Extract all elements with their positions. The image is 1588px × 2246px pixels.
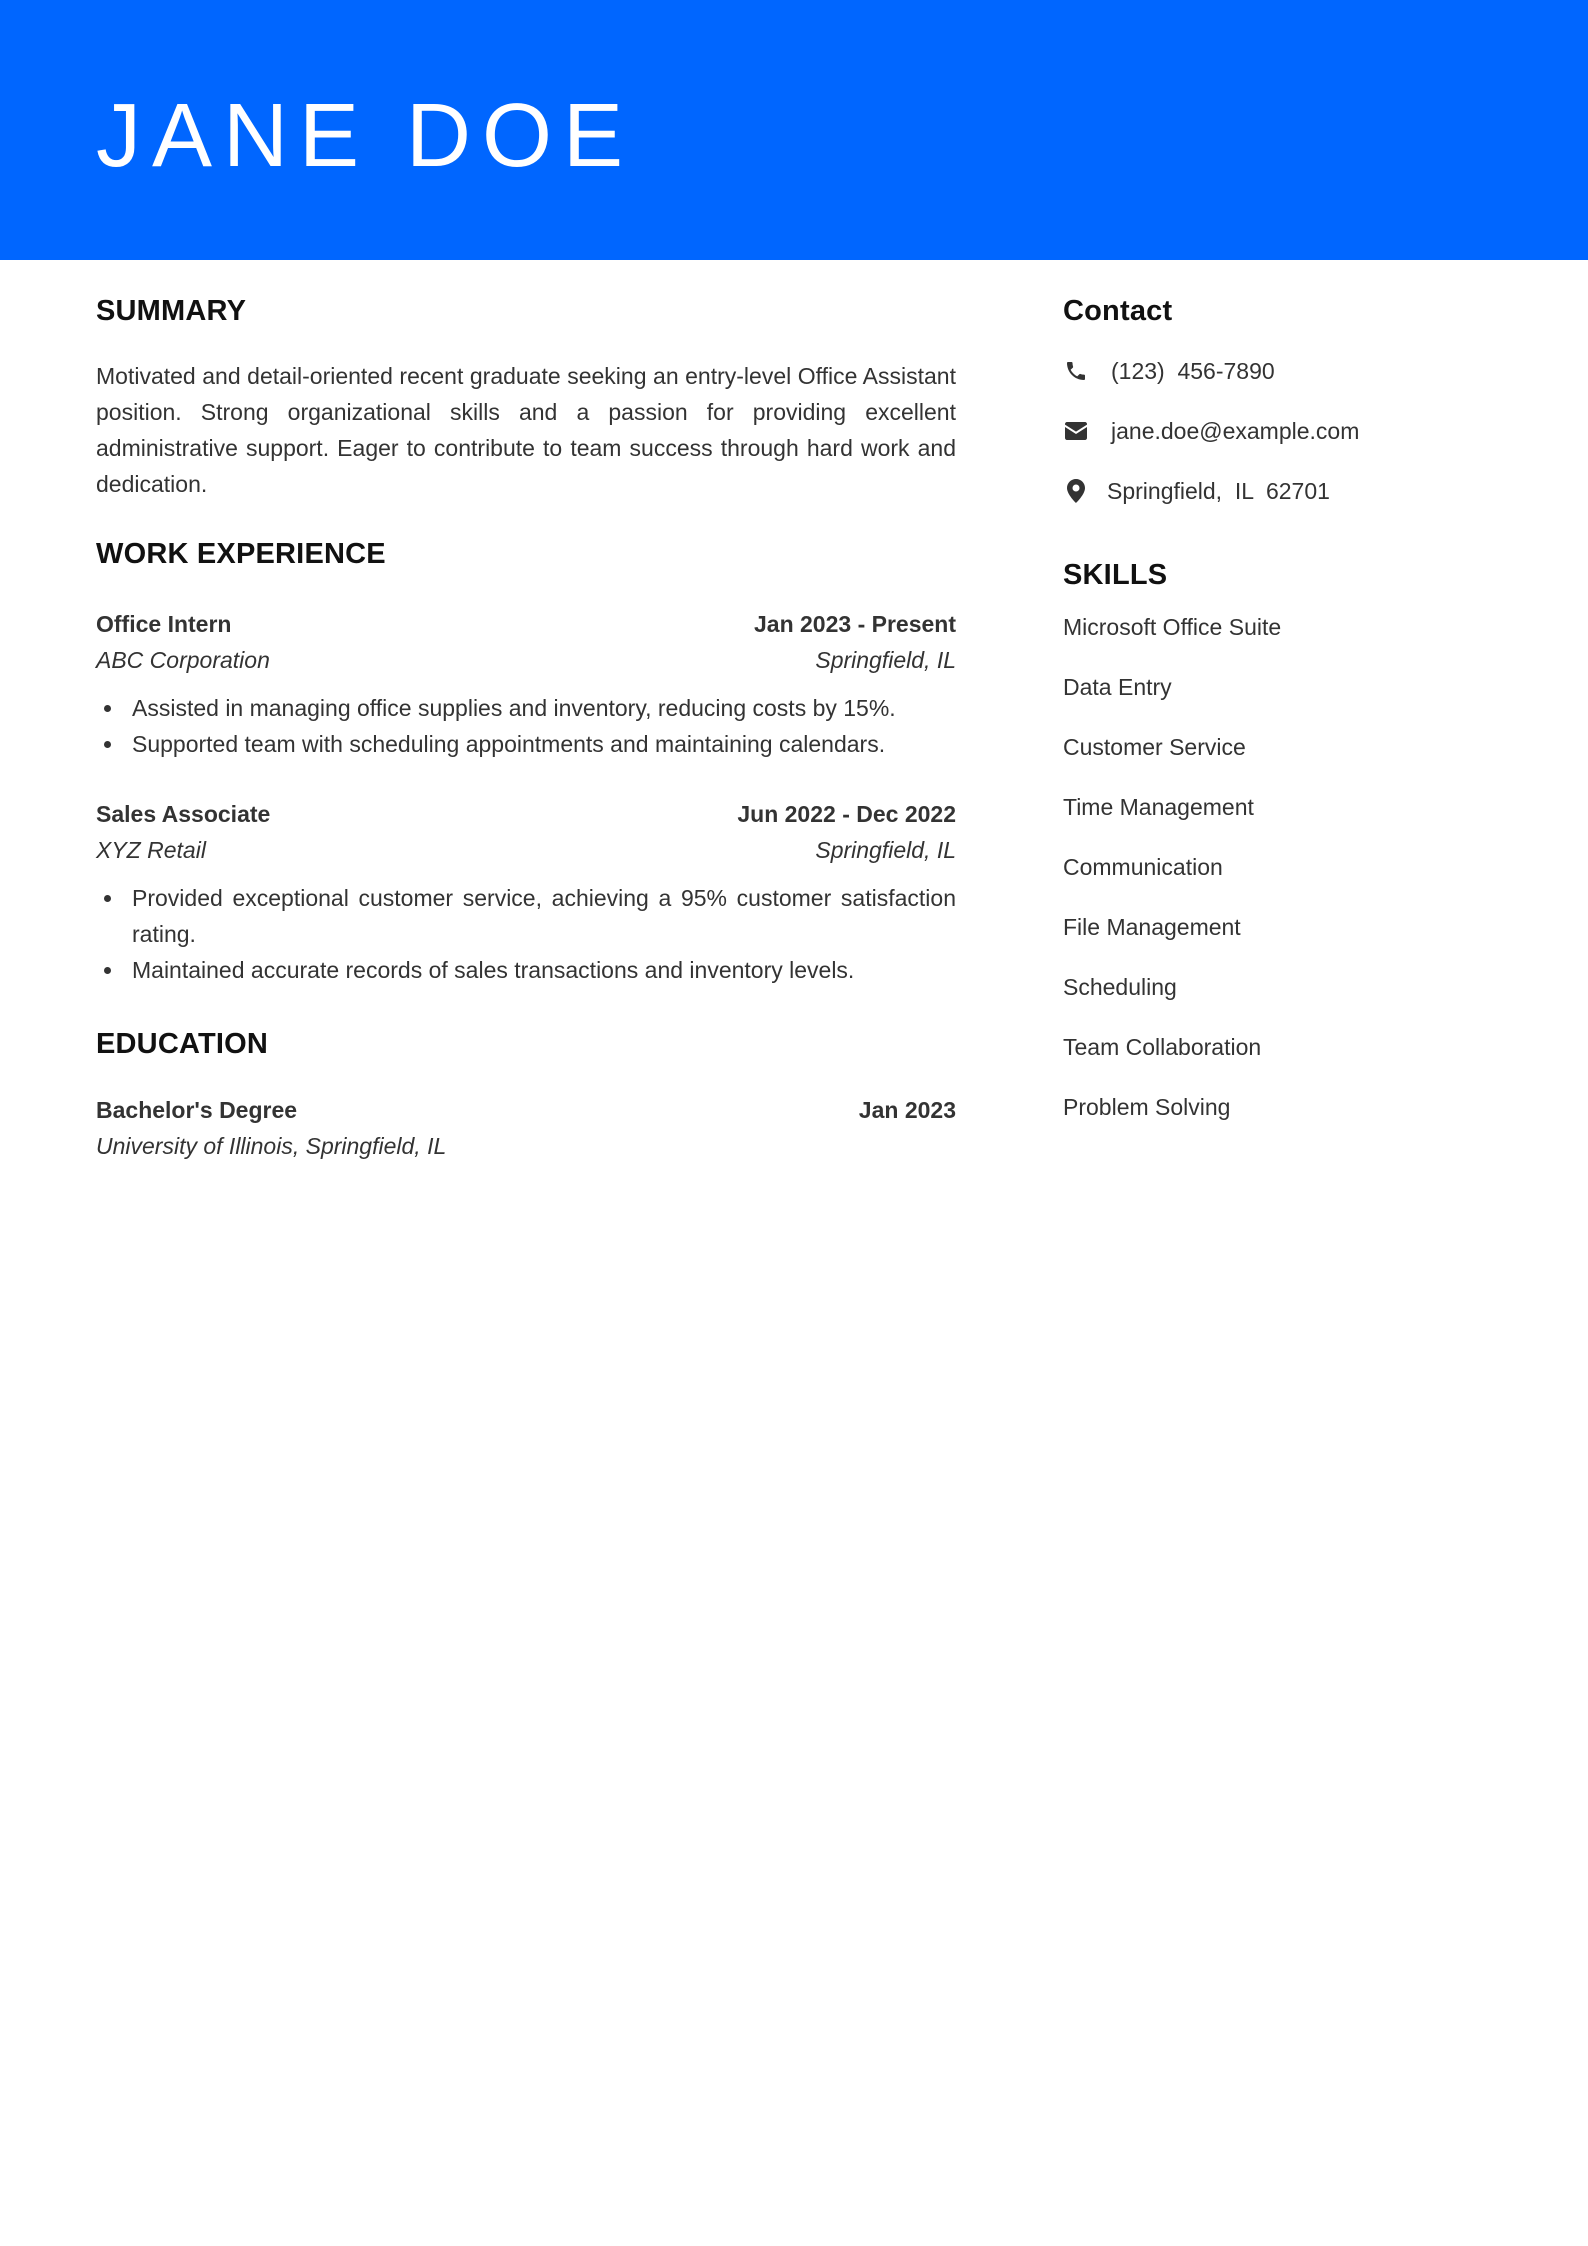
- skill-item: Problem Solving: [1063, 1094, 1231, 1120]
- contact-phone: [1063, 353, 1493, 389]
- graduation-date: Jan 2023: [858, 1097, 956, 1123]
- skill-item: Communication: [1063, 854, 1223, 880]
- summary-heading: SUMMARY: [96, 295, 247, 327]
- bullet-dot-icon: [104, 895, 111, 902]
- work-experience-heading: WORK EXPERIENCE: [96, 538, 386, 570]
- job-role: Sales Associate: [96, 801, 271, 827]
- job-company: XYZ Retail: [96, 837, 206, 863]
- contact-list: [1063, 353, 1493, 509]
- job-bullet: Provided exceptional customer service, achieving a 95% customer satisfaction rating.: [96, 880, 956, 952]
- candidate-name: JANE DOE: [96, 86, 635, 186]
- skills-heading: SKILLS: [1063, 559, 1168, 591]
- email-address[interactable]: jane.doe@example.com: [1111, 417, 1360, 444]
- map-pin-icon: [1063, 478, 1089, 504]
- contact-address: [1063, 473, 1493, 509]
- skill-item: Time Management: [1063, 794, 1254, 820]
- degree: Bachelor's Degree: [96, 1097, 298, 1123]
- school-name: University of Illinois, Springfield, IL: [96, 1133, 447, 1159]
- skill-item: Microsoft Office Suite: [1063, 614, 1282, 640]
- job-location: Springfield, IL: [815, 837, 956, 863]
- job-entry-sales-associate: [96, 796, 956, 988]
- job-bullet-list: [96, 690, 956, 762]
- contact-email: [1063, 413, 1493, 449]
- phone-number[interactable]: (123) 456-7890: [1111, 357, 1275, 384]
- envelope-icon: [1063, 418, 1089, 444]
- job-bullet-list: [96, 880, 956, 988]
- job-bullet: Maintained accurate records of sales transactions and inventory levels.: [96, 952, 956, 988]
- skill-item: Customer Service: [1063, 734, 1246, 760]
- education-entry: [96, 1092, 956, 1164]
- job-bullet: Assisted in managing office supplies and inventory, reducing costs by 15%.: [96, 690, 956, 726]
- job-company: ABC Corporation: [96, 647, 270, 673]
- job-bullet: Supported team with scheduling appointments and maintaining calendars.: [96, 726, 956, 762]
- contact-heading: Contact: [1063, 295, 1173, 327]
- education-heading: EDUCATION: [96, 1028, 269, 1060]
- phone-icon: [1063, 358, 1089, 384]
- bullet-dot-icon: [104, 741, 111, 748]
- job-role: Office Intern: [96, 611, 232, 637]
- job-dates: Jun 2022 - Dec 2022: [737, 801, 956, 827]
- skill-item: Scheduling: [1063, 974, 1177, 1000]
- job-entry-office-intern: [96, 606, 956, 762]
- bullet-dot-icon: [104, 705, 111, 712]
- header-banner: [0, 0, 1588, 260]
- bullet-dot-icon: [104, 967, 111, 974]
- summary-text: Motivated and detail-oriented recent graduate seeking an entry-level Office Assistant position. Strong organizational skills and a passion for providing excellent administrative support. Eager to contribute to team success through hard work and dedication.: [96, 363, 956, 497]
- sidebar-column: [1063, 260, 1493, 1149]
- main-column: [96, 260, 956, 1164]
- address: Springfield, IL 62701: [1107, 477, 1330, 504]
- skill-item: File Management: [1063, 914, 1241, 940]
- job-location: Springfield, IL: [815, 647, 956, 673]
- skill-item: Team Collaboration: [1063, 1034, 1262, 1060]
- job-dates: Jan 2023 - Present: [753, 611, 956, 637]
- skills-list: [1063, 609, 1493, 1125]
- skill-item: Data Entry: [1063, 674, 1172, 700]
